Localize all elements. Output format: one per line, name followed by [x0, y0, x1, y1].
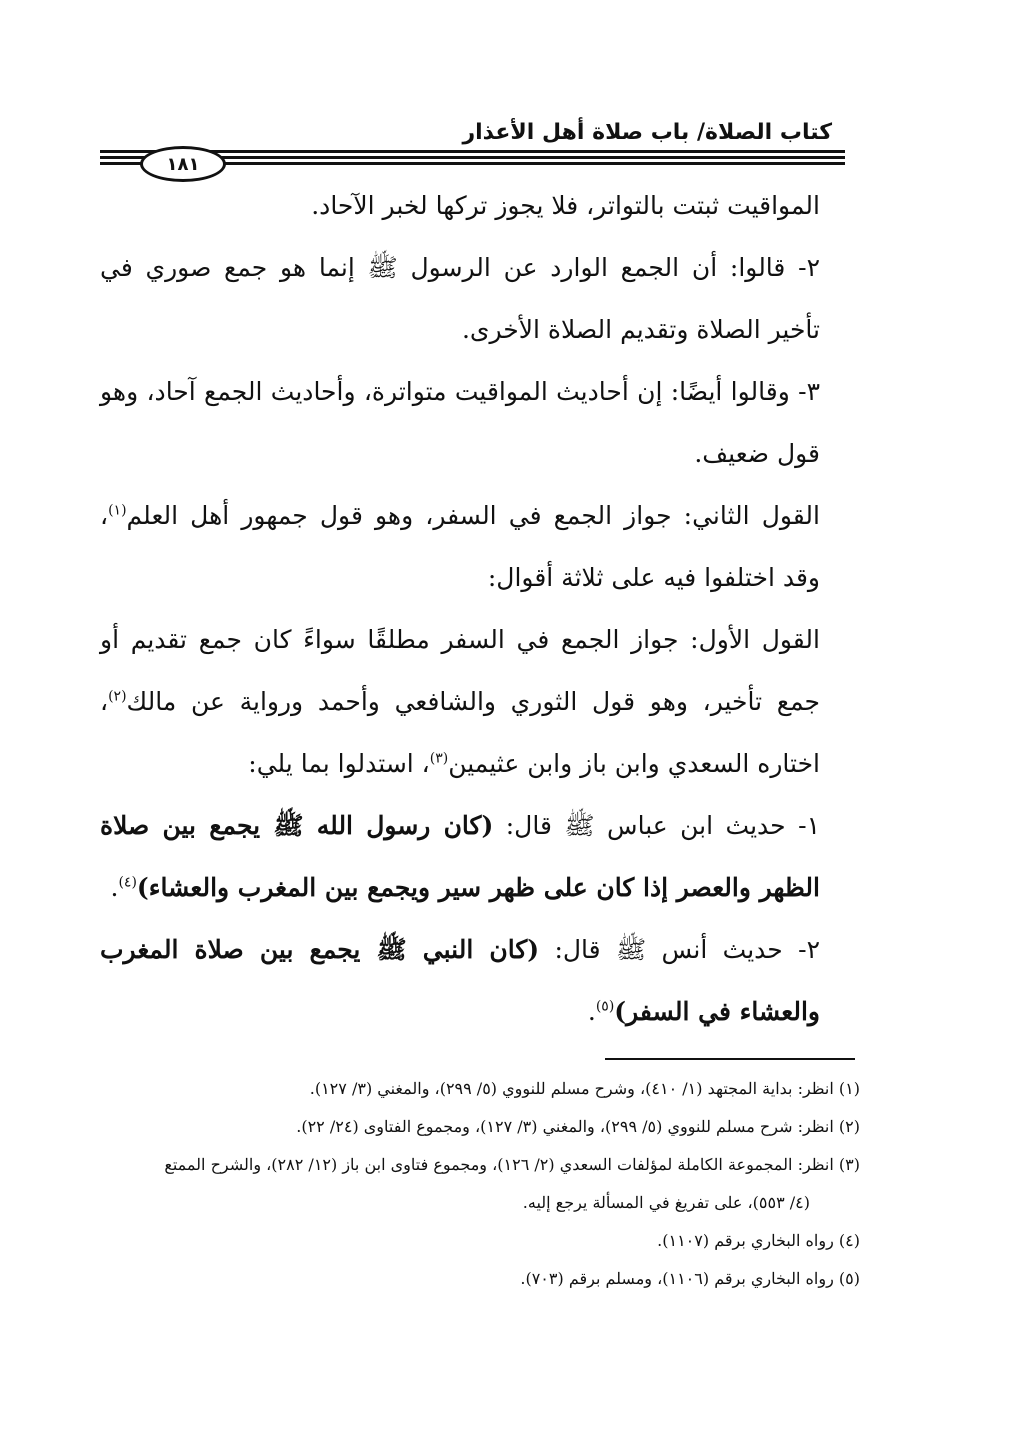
paragraph-5-text-b: ، اختاره السعدي وابن باز وابن عثيمين [100, 687, 820, 778]
footnote-ref-5[interactable]: (٥) [595, 998, 615, 1015]
footnote-5: (٥) رواه البخاري برقم (١١٠٦)، ومسلم برقم (٧٠٣). [520, 1269, 860, 1288]
paragraph-3: ٣- وقالوا أيضًا: إن أحاديث المواقيت متواترة، وأحاديث الجمع آحاد، وهو قول ضعيف. [100, 377, 820, 468]
paragraph-6-text-a: ١- حديث ابن عباس ﷺ قال: [493, 811, 820, 840]
paragraph-4 [100, 485, 820, 609]
footnote-2: (٢) انظر: شرح مسلم للنووي (٥/ ٢٩٩)، والمغني (٣/ ١٢٧)، ومجموع الفتاوى (٢٤/ ٢٢). [296, 1117, 860, 1136]
main-text [100, 175, 820, 1043]
footnotes [100, 1070, 860, 1298]
paragraph-1: المواقيت ثبتت بالتواتر، فلا يجوز تركها لخبر الآحاد. [311, 191, 820, 220]
hadith-quote-1: (كان رسول الله ﷺ يجمع بين صلاة الظهر والعصر إذا كان على ظهر سير ويجمع بين المغرب والعشاء) [100, 811, 820, 902]
paragraph-7-text-a: ٢- حديث أنس ﷺ قال: [539, 935, 820, 964]
footnote-ref-2[interactable]: (٢) [108, 688, 127, 705]
footnote-ref-3[interactable]: (٣) [429, 750, 449, 767]
paragraph-5-text-a: القول الأول: جواز الجمع في السفر مطلقًا سواءً كان جمع تقديم أو جمع تأخير، وهو قول الثوري والشافعي وأحمد ورواية عن مالك [100, 625, 820, 716]
hadith-quote-2: (كان النبي ﷺ يجمع بين صلاة المغرب والعشاء في السفر) [100, 935, 820, 1026]
footnote-3-continued: (٤/ ٥٥٣)، على تفريغ في المسألة يرجع إليه. [522, 1193, 810, 1212]
footnote-1: (١) انظر: بداية المجتهد (١/ ٤١٠)، وشرح مسلم للنووي (٥/ ٢٩٩)، والمغني (٣/ ١٢٧). [309, 1079, 860, 1098]
footnote-ref-4[interactable]: (٤) [118, 874, 137, 891]
footnote-4: (٤) رواه البخاري برقم (١١٠٧). [657, 1231, 860, 1250]
footnote-separator [605, 1058, 855, 1060]
paragraph-2: ٢- قالوا: أن الجمع الوارد عن الرسول ﷺ إنما هو جمع صوري في تأخير الصلاة وتقديم الصلاة الأخرى. [100, 253, 820, 344]
footnote-3: (٣) انظر: المجموعة الكاملة لمؤلفات السعدي (٢/ ١٢٦)، ومجموع فتاوى ابن باز (١٢/ ٢٨٢)، والشرح الممتع [164, 1155, 860, 1174]
paragraph-6-text-c: . [110, 873, 119, 902]
paragraph-4-text-b: ، وقد اختلفوا فيه على ثلاثة أقوال: [100, 501, 820, 592]
paragraph-4-text-a: القول الثاني: جواز الجمع في السفر، وهو قول جمهور أهل العلم [126, 501, 820, 530]
paragraph-7-text-c: . [587, 997, 596, 1026]
paragraph-7 [100, 919, 820, 1043]
page-number-badge: ١٨١ [140, 146, 226, 182]
running-header-title: كتاب الصلاة/ باب صلاة أهل الأعذار [462, 120, 832, 145]
paragraph-5-text-c: ، استدلوا بما يلي: [248, 749, 430, 778]
paragraph-5 [100, 609, 820, 795]
footnote-ref-1[interactable]: (١) [108, 502, 127, 519]
paragraph-6 [100, 795, 820, 919]
